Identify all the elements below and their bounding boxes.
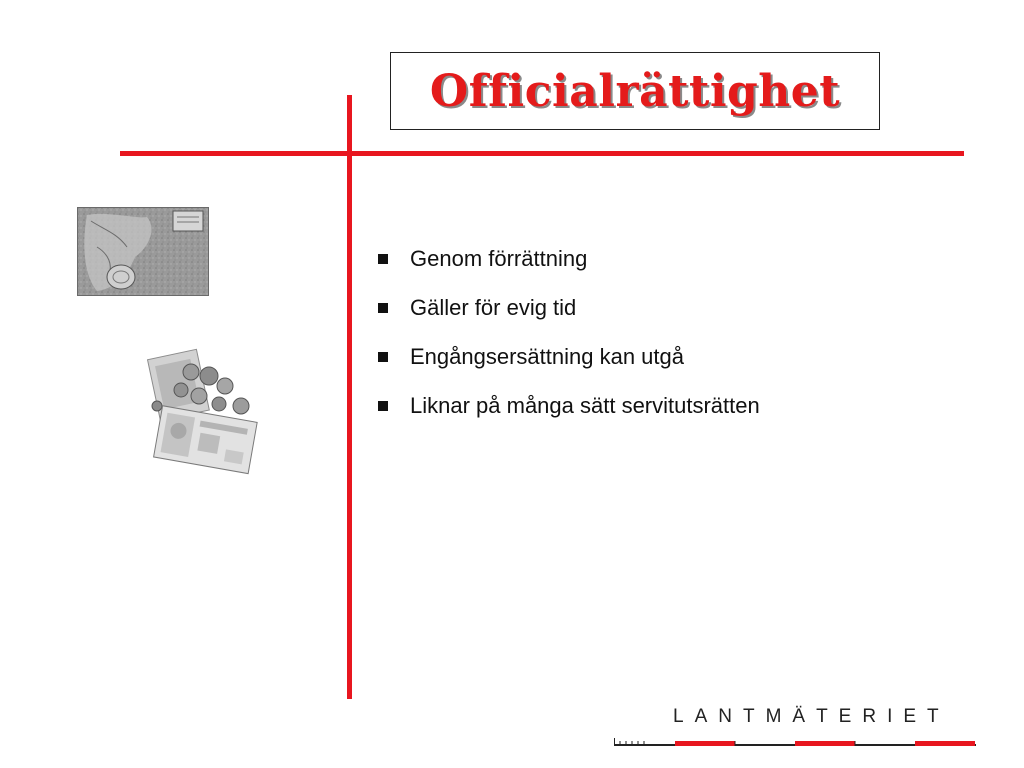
vertical-rule xyxy=(347,95,352,699)
bullet-list xyxy=(378,234,760,430)
lantmateriet-logo-text: LANTMÄTERIET xyxy=(673,706,950,727)
bullet-text: Genom förrättning xyxy=(410,245,588,271)
square-bullet-icon xyxy=(378,352,388,362)
title-box xyxy=(390,52,880,130)
square-bullet-icon xyxy=(378,401,388,411)
bullet-item xyxy=(378,234,760,283)
square-bullet-icon xyxy=(378,254,388,264)
logo-scale-bar xyxy=(614,738,976,748)
horizontal-rule xyxy=(120,151,964,156)
bullet-item xyxy=(378,332,760,381)
bullet-text: Engångsersättning kan utgå xyxy=(410,343,684,369)
map-image xyxy=(77,207,209,296)
bullet-text: Liknar på många sätt servitutsrätten xyxy=(410,392,760,418)
bullet-text: Gäller för evig tid xyxy=(410,294,577,320)
money-image xyxy=(147,342,260,477)
slide-title: Officialrättighet xyxy=(429,65,841,117)
square-bullet-icon xyxy=(378,303,388,313)
bullet-item xyxy=(378,381,760,430)
bullet-item xyxy=(378,283,760,332)
